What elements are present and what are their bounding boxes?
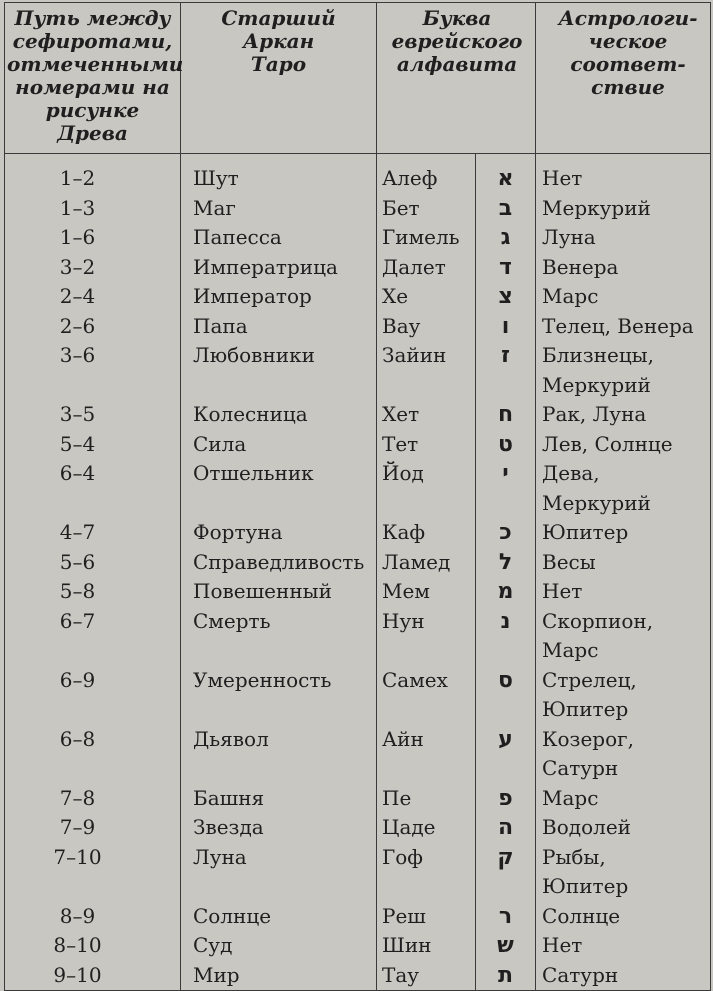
path-cell: 6–4 [5,459,181,518]
hebrew-letter-glyph: ב [476,194,536,224]
astro-line: Венера [542,254,619,279]
path-cell: 3–5 [5,400,181,430]
hebrew-letter-glyph: ת [476,961,536,991]
astro-line: Близнецы, [542,343,654,367]
arcana-cell: Мир [181,961,377,991]
astro-line: Юпитер [542,520,629,544]
hebrew-letter-glyph: ס [476,666,536,725]
header-line: Аркан [242,29,315,53]
hebrew-letter-glyph: צ [476,282,536,312]
astro-cell [536,341,711,400]
astro-line: Меркурий [542,195,651,220]
header-line: ствие [591,75,665,99]
header-letter [377,3,536,154]
astro-cell [536,548,711,578]
hebrew-letter-glyph: ט [476,430,536,460]
table-row [5,577,711,607]
table-row [5,430,711,460]
letter-name-cell: Ламед [377,548,476,578]
path-cell: 8–9 [5,902,181,932]
astro-cell [536,400,711,430]
astro-line: Сатурн [542,962,619,987]
arcana-cell: Фортуна [181,518,377,548]
astro-cell [536,961,711,991]
letter-name-cell: Гоф [377,843,476,902]
table-row [5,194,711,224]
header-line: Путь между [14,6,171,30]
spacer-row [5,154,711,165]
path-cell: 7–9 [5,813,181,843]
astro-cell [536,194,711,224]
path-cell: 1–2 [5,164,181,194]
astro-line: Лев, Солнце [542,431,673,456]
arcana-cell: Звезда [181,813,377,843]
astro-cell [536,902,711,932]
header-path [5,3,184,154]
arcana-cell: Шут [181,164,377,194]
astro-line: Водолей [542,815,631,839]
path-cell: 7–10 [5,843,181,902]
arcana-cell: Умеренность [181,666,377,725]
astro-cell [536,253,711,283]
astro-line: Скорпион, [542,608,654,633]
table-row [5,312,711,342]
astro-line: Нет [542,933,583,957]
astro-cell [536,931,711,961]
arcana-cell: Колесница [181,400,377,430]
astro-cell [536,518,711,548]
letter-name-cell: Алеф [377,164,476,194]
table-row [5,400,711,430]
letter-name-cell: Пе [377,784,476,814]
letter-name-cell: Тет [377,430,476,460]
hebrew-letter-glyph: י [476,459,536,518]
astro-line: Телец, Венера [542,313,694,338]
header-line: Таро [250,52,307,76]
astro-line: Меркурий [542,372,651,397]
hebrew-letter-glyph: א [476,164,536,194]
arcana-cell: Отшельник [181,459,377,518]
table-row [5,253,711,283]
header-line: алфавита [396,52,518,76]
astro-line: Нет [542,579,583,603]
path-cell: 5–8 [5,577,181,607]
astro-cell [536,666,711,725]
astro-line: Козерог, [542,726,634,751]
arcana-cell: Смерть [181,607,377,666]
letter-name-cell: Нун [377,607,476,666]
astro-cell [536,607,711,666]
astro-line: Юпитер [542,697,629,721]
astro-cell [536,784,711,814]
astro-line: Стрелец, [542,667,637,692]
hebrew-letter-glyph: ז [476,341,536,400]
header-line: рисунке Древа [45,98,140,145]
astro-line: Солнце [542,903,621,928]
path-cell: 8–10 [5,931,181,961]
hebrew-letter-glyph: ק [476,843,536,902]
arcana-cell: Повешенный [181,577,377,607]
path-cell: 6–7 [5,607,181,666]
table-row [5,223,711,253]
letter-name-cell: Зайин [377,341,476,400]
letter-name-cell: Бет [377,194,476,224]
arcana-cell: Любовники [181,341,377,400]
astro-cell [536,282,711,312]
letter-name-cell: Гимель [377,223,476,253]
arcana-cell: Маг [181,194,377,224]
path-cell: 5–4 [5,430,181,460]
table-row [5,666,711,725]
path-cell: 2–4 [5,282,181,312]
arcana-cell: Луна [181,843,377,902]
table-row [5,459,711,518]
header-arcana [181,3,377,154]
letter-name-cell: Мем [377,577,476,607]
header-line: Старший [221,6,336,30]
astro-cell [536,843,711,902]
table-row [5,961,711,991]
table-row [5,843,711,902]
table-body [5,154,711,991]
astro-cell [536,223,711,253]
hebrew-letter-glyph: מ [476,577,536,607]
astro-line: Юпитер [542,874,629,898]
arcana-cell: Сила [181,430,377,460]
arcana-cell: Императрица [181,253,377,283]
table-row [5,931,711,961]
arcana-cell: Папа [181,312,377,342]
astro-line: Сатурн [542,756,619,780]
letter-name-cell: Тау [377,961,476,991]
header-row [5,3,711,154]
path-cell: 4–7 [5,518,181,548]
hebrew-letter-glyph: נ [476,607,536,666]
letter-name-cell: Хет [377,400,476,430]
path-cell: 9–10 [5,961,181,991]
astro-line: Нет [542,166,583,190]
header-line: сефиротами, [12,29,173,53]
hebrew-letter-glyph: ד [476,253,536,283]
astro-line: Рак, Луна [542,402,647,426]
astro-line: Луна [542,225,596,249]
arcana-cell: Император [181,282,377,312]
arcana-cell: Папесса [181,223,377,253]
arcana-cell: Суд [181,931,377,961]
header-line: отмеченными [7,52,184,76]
header-line: соответ- [570,52,686,76]
path-cell: 1–3 [5,194,181,224]
arcana-cell: Солнце [181,902,377,932]
letter-name-cell: Каф [377,518,476,548]
table-row [5,902,711,932]
hebrew-letter-glyph: ה [476,813,536,843]
hebrew-letter-glyph: ג [476,223,536,253]
path-cell: 7–8 [5,784,181,814]
table-row [5,607,711,666]
table-row [5,725,711,784]
path-cell: 6–9 [5,666,181,725]
table-row [5,341,711,400]
header-line: ческое [588,29,668,53]
letter-name-cell: Самех [377,666,476,725]
astro-cell [536,430,711,460]
astro-cell [536,459,711,518]
table-row [5,164,711,194]
astro-cell [536,813,711,843]
hebrew-letter-glyph: ח [476,400,536,430]
hebrew-letter-glyph: ו [476,312,536,342]
header-line: Буква [422,6,492,30]
letter-name-cell: Реш [377,902,476,932]
path-cell: 2–6 [5,312,181,342]
astro-line: Марс [542,638,599,662]
letter-name-cell: Далет [377,253,476,283]
astro-cell [536,725,711,784]
path-cell: 1–6 [5,223,181,253]
table-row [5,518,711,548]
tarot-correspondence-table [4,2,711,991]
letter-name-cell: Цаде [377,813,476,843]
header-line: Астрологи- [558,6,698,30]
astro-line: Весы [542,549,596,574]
path-cell: 3–2 [5,253,181,283]
letter-name-cell: Айн [377,725,476,784]
astro-cell [536,312,711,342]
astro-cell [536,164,711,194]
hebrew-letter-glyph: פ [476,784,536,814]
path-cell: 5–6 [5,548,181,578]
letter-name-cell: Шин [377,931,476,961]
astro-line: Марс [542,284,599,308]
letter-name-cell: Хе [377,282,476,312]
hebrew-letter-glyph: כ [476,518,536,548]
hebrew-letter-glyph: ש [476,931,536,961]
table-row [5,282,711,312]
table-row [5,548,711,578]
astro-line: Меркурий [542,490,651,515]
header-astro [536,3,711,154]
astro-line: Дева, [542,461,600,485]
astro-line: Марс [542,785,599,810]
table-row [5,813,711,843]
astro-line: Рыбы, [542,844,606,869]
astro-cell [536,577,711,607]
letter-name-cell: Вау [377,312,476,342]
hebrew-letter-glyph: ל [476,548,536,578]
header-line: еврейского [391,29,523,53]
header-line: номерами на [15,75,170,99]
arcana-cell: Башня [181,784,377,814]
arcana-cell: Дьявол [181,725,377,784]
hebrew-letter-glyph: ר [476,902,536,932]
path-cell: 3–6 [5,341,181,400]
arcana-cell: Справедливость [181,548,377,578]
path-cell: 6–8 [5,725,181,784]
table-row [5,784,711,814]
letter-name-cell: Йод [377,459,476,518]
hebrew-letter-glyph: ע [476,725,536,784]
